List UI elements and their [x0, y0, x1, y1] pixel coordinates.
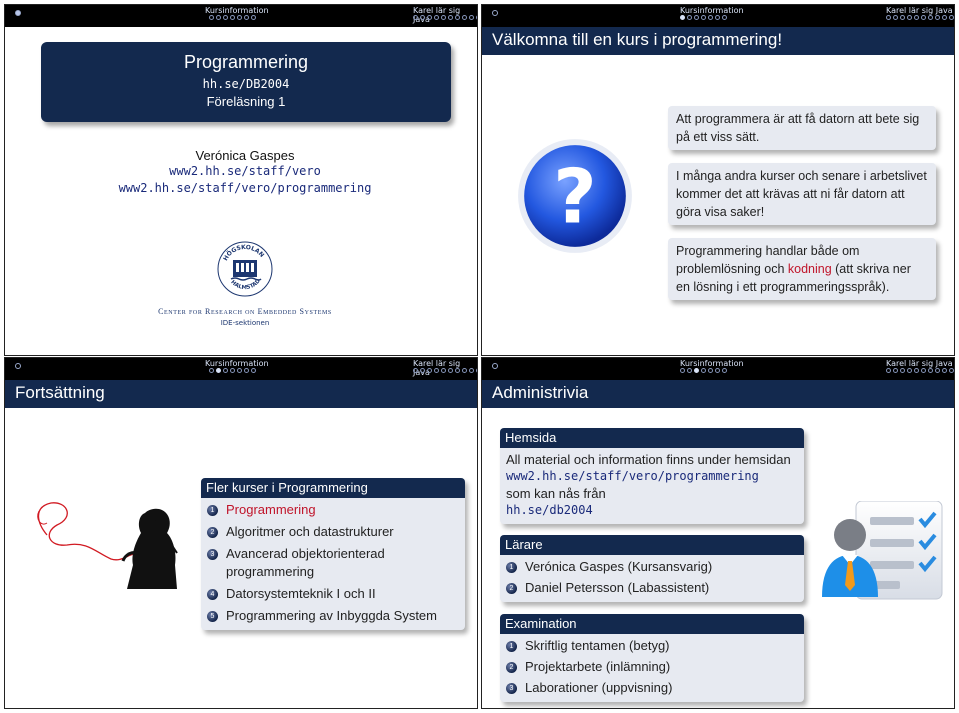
list-item [506, 658, 798, 676]
girl-with-string-illustration [27, 493, 185, 591]
frame-title-bar [482, 380, 954, 408]
block-title: Examination [500, 614, 804, 634]
frame-title-bar [5, 380, 477, 408]
list-item [207, 501, 459, 519]
enum-ball-icon: 2 [506, 662, 517, 673]
enum-ball-icon: 3 [506, 683, 517, 694]
callout-text-highlight: kodning [787, 262, 832, 276]
slide-continuation [4, 357, 478, 709]
logo-text-bottom: HALMSTAD [229, 278, 262, 292]
nav-bar [5, 5, 477, 27]
block-title: Lärare [500, 535, 804, 555]
author-name: Verónica Gaspes [195, 148, 295, 163]
nav-section-label[interactable]: Kursinformation [205, 359, 269, 368]
nav-section-label-2[interactable]: Karel lär sig Java [886, 6, 953, 15]
exam-item: Laborationer (uppvisning) [525, 680, 673, 695]
examination-list [500, 634, 804, 702]
teachers-list [500, 555, 804, 602]
callout-text-pre: Programmering handlar både om problemlösning och [676, 244, 860, 276]
list-item [207, 585, 459, 603]
nav-frame-dots-2[interactable] [886, 368, 955, 376]
nav-section-marker[interactable] [15, 363, 21, 369]
slide-welcome [481, 4, 955, 356]
lecture-subtitle: Föreläsning 1 [206, 94, 286, 109]
enum-ball-icon: 1 [207, 505, 218, 516]
enum-ball-icon: 1 [506, 562, 517, 573]
svg-text:?: ? [553, 152, 597, 241]
enum-ball-icon: 4 [207, 589, 218, 600]
course-item[interactable]: Programmering [226, 502, 316, 517]
enum-ball-icon: 3 [207, 549, 218, 560]
list-item [207, 523, 459, 541]
course-item: Algoritmer och datastrukturer [226, 524, 394, 539]
nav-section-label-2[interactable]: Karel lär sig Java [413, 359, 461, 377]
enum-ball-icon: 2 [207, 527, 218, 538]
course-item: Avancerad objektorienterad programmering [226, 546, 385, 579]
nav-section-label[interactable]: Kursinformation [680, 6, 744, 15]
university-logo [217, 241, 273, 297]
nav-section-marker[interactable] [492, 10, 498, 16]
author-block [5, 148, 478, 197]
course-list [201, 498, 465, 630]
nav-frame-dots-2[interactable] [886, 15, 955, 23]
frame-title: Fortsättning [15, 383, 105, 402]
block-title: Hemsida [500, 428, 804, 448]
list-item [506, 637, 798, 655]
slide-title [4, 4, 478, 356]
more-courses-block [201, 478, 465, 630]
teachers-block [500, 535, 804, 602]
callout-text-post: (att skriva ner en lösning i ett programmeringsspråk). [676, 262, 911, 294]
course-item: Programmering av Inbyggda System [226, 608, 437, 623]
nav-section-label-2[interactable]: Karel lär sig Java [886, 359, 953, 368]
nav-bar [482, 358, 954, 380]
nav-section-label[interactable]: Kursinformation [205, 6, 269, 15]
nav-section-marker[interactable] [15, 10, 21, 16]
nav-bar [482, 5, 954, 27]
frame-title-bar [482, 27, 954, 55]
nav-section-label[interactable]: Kursinformation [680, 359, 744, 368]
homepage-url[interactable]: www2.hh.se/staff/vero/programmering [506, 469, 759, 483]
slide-administrivia [481, 357, 955, 709]
homepage-text-2: som kan nås från [506, 486, 606, 501]
list-item [207, 545, 459, 581]
callout-programming-definition: Att programmera är att få datorn att bete sig på ett viss sätt. [668, 106, 936, 150]
enum-ball-icon: 5 [207, 611, 218, 622]
nav-section-marker[interactable] [492, 363, 498, 369]
teacher-item: Verónica Gaspes (Kursansvarig) [525, 559, 713, 574]
list-item [506, 579, 798, 597]
nav-frame-dots-2[interactable] [413, 15, 478, 23]
course-code: hh.se/DB2004 [202, 77, 290, 91]
frame-title: Välkomna till en kurs i programmering! [492, 30, 783, 49]
teacher-item: Daniel Petersson (Labassistent) [525, 580, 710, 595]
question-mark-icon [514, 135, 636, 257]
enum-ball-icon: 2 [506, 583, 517, 594]
enum-ball-icon: 1 [506, 641, 517, 652]
list-item [506, 558, 798, 576]
checklist-icon [820, 501, 950, 601]
block-title: Fler kurser i Programmering [201, 478, 465, 498]
list-item [506, 679, 798, 697]
department-name: IDE-sektionen [220, 319, 270, 327]
title-block [41, 42, 451, 122]
presentation-title: Programmering [183, 52, 309, 72]
nav-frame-dots[interactable] [680, 368, 727, 376]
homepage-body [500, 448, 804, 524]
author-url-1[interactable]: www2.hh.se/staff/vero [169, 164, 321, 178]
nav-bar [5, 358, 477, 380]
homepage-short-url[interactable]: hh.se/db2004 [506, 503, 593, 517]
nav-frame-dots[interactable] [680, 15, 727, 23]
exam-item: Skriftlig tentamen (betyg) [525, 638, 670, 653]
frame-title: Administrivia [492, 383, 589, 402]
examination-block [500, 614, 804, 702]
nav-frame-dots-2[interactable] [413, 368, 478, 376]
homepage-block [500, 428, 804, 524]
nav-section-label-2[interactable]: Karel lär sig Java [413, 6, 461, 24]
callout-problem-solving [668, 238, 936, 300]
callout-other-courses: I många andra kurser och senare i arbetslivet kommer det att krävas att ni får datorn att göra visa saker! [668, 163, 936, 225]
exam-item: Projektarbete (inlämning) [525, 659, 671, 674]
course-item: Datorsystemteknik I och II [226, 586, 376, 601]
logo-text-top: HÖGSKOLAN [222, 243, 266, 263]
list-item [207, 607, 459, 625]
homepage-text: All material och information finns under hemsidan [506, 452, 791, 467]
nav-frame-dots[interactable] [209, 15, 256, 23]
research-center-name: Center for Research on Embedded Systems [158, 307, 332, 316]
nav-frame-dots[interactable] [209, 368, 256, 376]
author-url-2[interactable]: www2.hh.se/staff/vero/programmering [118, 181, 372, 195]
